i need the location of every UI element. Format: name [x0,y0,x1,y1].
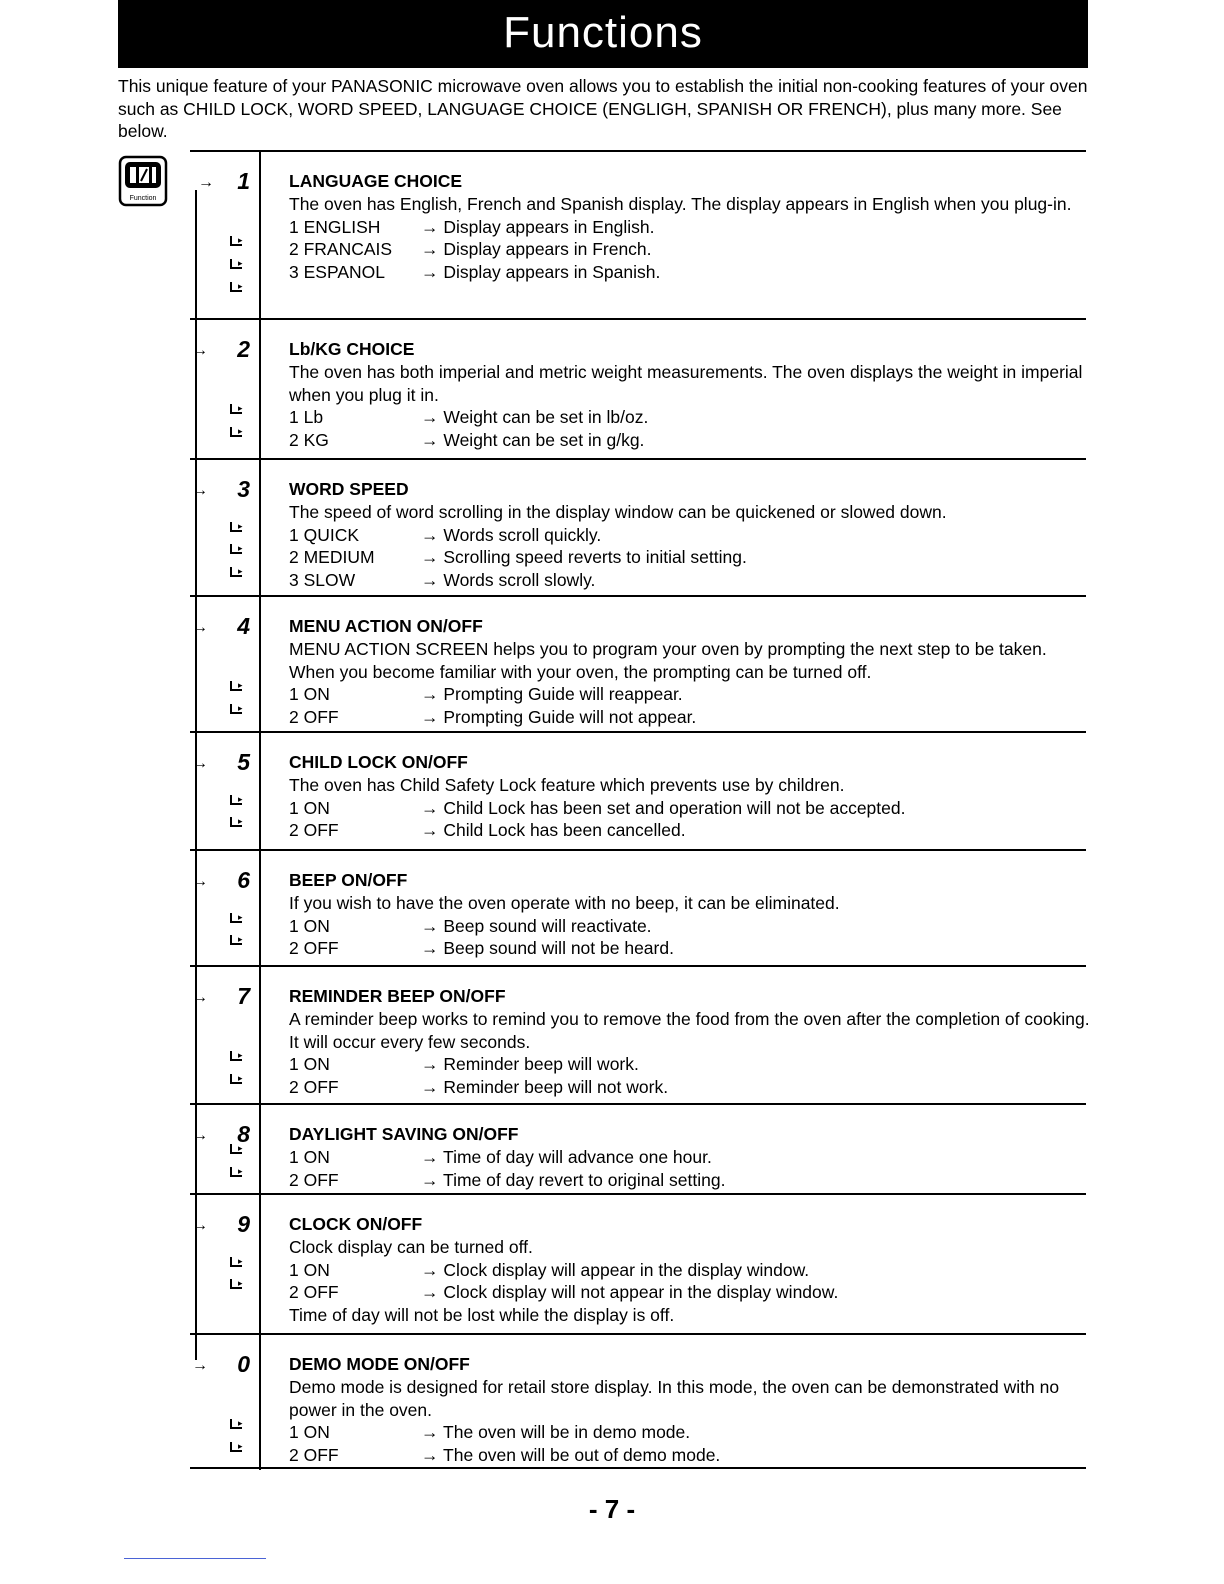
function-description: A reminder beep works to remind you to remove the food from the oven after the completion of cooking. It will occur every few seconds. [289,1008,1090,1052]
option-line [289,261,1094,284]
function-title: MENU ACTION ON/OFF [289,616,483,636]
option-tick-icon [230,259,242,269]
option-tick-icon [230,795,242,805]
option-text: Weight can be set in g/kg. [443,430,645,451]
function-number: 2 [237,336,250,362]
option-line [289,216,1094,239]
option-key: 2 OFF [289,820,339,841]
option-text: The oven will be out of demo mode. [443,1445,721,1466]
option-text: Words scroll quickly. [443,524,602,545]
function-content [289,1353,1094,1467]
option-line [289,406,1094,429]
function-row [190,733,1086,851]
option-key: 2 OFF [289,1445,339,1466]
option-tick-icon [230,1279,242,1289]
option-key: 1 ON [289,1259,330,1280]
option-tick-icon [230,935,242,945]
option-key: 1 ENGLISH [289,216,381,237]
function-row [190,460,1086,597]
option-text: Display appears in English. [443,216,655,237]
option-line [289,937,1094,960]
arrow-right-icon: → [421,570,439,591]
row-separator [190,1467,1086,1469]
arrow-right-icon: → [421,1422,439,1443]
option-line [289,546,1094,569]
option-text: Time of day revert to original setting. [443,1169,726,1190]
arrow-right-icon: → [421,1077,439,1098]
option-tick-icon [230,567,242,577]
function-content [289,1123,1094,1191]
function-title: WORD SPEED [289,479,409,499]
option-tick-icon [230,913,242,923]
arrow-right-icon: → [421,524,439,545]
function-content [289,869,1094,960]
arrow-right-icon: → [198,174,214,191]
option-tick-icon [230,1442,242,1452]
arrow-right-icon: → [421,938,439,959]
option-key: 2 KG [289,430,329,451]
arrow-right-icon: → [421,1054,439,1075]
function-title: LANGUAGE CHOICE [289,171,463,191]
arrow-right-icon: → [421,547,439,568]
function-content [289,615,1094,729]
function-title: REMINDER BEEP ON/OFF [289,986,506,1006]
arrow-right-icon: → [421,216,439,237]
function-row [190,851,1086,967]
function-title: CHILD LOCK ON/OFF [289,752,468,772]
function-row [190,320,1086,460]
option-tick-icon [230,427,242,437]
option-tick-icon [230,522,242,532]
option-line [289,238,1094,261]
arrow-right-icon: → [421,262,439,283]
option-key: 2 MEDIUM [289,547,375,568]
arrow-right-icon: → [421,239,439,260]
option-line [289,1076,1094,1099]
arrow-right-icon: → [421,797,439,818]
option-text: The oven will be in demo mode. [443,1422,691,1443]
option-text: Weight can be set in lb/oz. [443,407,649,428]
option-key: 1 ON [289,1146,330,1167]
function-row [190,597,1086,733]
option-line [289,683,1094,706]
option-text: Clock display will not appear in the display window. [443,1282,839,1303]
option-text: Clock display will appear in the display window. [443,1259,810,1280]
function-description: Demo mode is designed for retail store display. In this mode, the oven can be demonstrated with no power in the oven. [289,1376,1060,1420]
function-title: CLOCK ON/OFF [289,1214,423,1234]
option-text: Words scroll slowly. [443,570,596,591]
option-line [289,1259,1094,1282]
option-key: 1 ON [289,1422,330,1443]
option-key: 2 OFF [289,1169,339,1190]
option-line [289,819,1094,842]
function-number: 6 [237,867,250,893]
footer-rule [124,1558,266,1559]
function-row [190,1335,1086,1469]
function-number: 3 [237,476,250,502]
option-text: Time of day will advance one hour. [443,1146,712,1167]
function-number: 1 [237,168,250,194]
function-description: MENU ACTION SCREEN helps you to program your oven by prompting the next step to be taken. When you become familiar with your oven, the prompting can be turned off. [289,638,1047,682]
function-number: 0 [237,1351,250,1377]
option-key: 2 OFF [289,1077,339,1098]
option-key: 1 ON [289,1054,330,1075]
option-text: Beep sound will not be heard. [443,938,674,959]
function-content [289,338,1094,452]
option-tick-icon [230,1167,242,1177]
function-number: 4 [237,613,250,639]
option-text: Beep sound will reactivate. [443,915,652,936]
option-line [289,1053,1094,1076]
function-description: Clock display can be turned off. [289,1236,533,1257]
function-content [289,170,1094,284]
option-key: 1 ON [289,797,330,818]
option-tick-icon [230,817,242,827]
option-line [289,569,1094,592]
arrow-right-icon: → [421,915,439,936]
option-tick-icon [230,236,242,246]
function-number: 5 [237,749,250,775]
option-tick-icon [230,1144,242,1154]
function-row [190,1195,1086,1335]
function-description: If you wish to have the oven operate with no beep, it can be eliminated. [289,892,840,913]
option-line [289,797,1094,820]
arrow-right-icon: → [192,342,208,359]
function-content [289,751,1094,842]
option-key: 2 OFF [289,707,339,728]
option-text: Prompting Guide will reappear. [443,684,683,705]
option-line [289,1146,1094,1169]
option-key: 2 OFF [289,1282,339,1303]
option-tick-icon [230,1257,242,1267]
function-title: DEMO MODE ON/OFF [289,1354,470,1374]
option-line [289,524,1094,547]
option-tick-icon [230,681,242,691]
option-tick-icon [230,544,242,554]
option-key: 3 SLOW [289,570,356,591]
function-number: 8 [237,1121,250,1147]
option-line [289,1281,1094,1304]
option-tick-icon [230,1051,242,1061]
option-tick-icon [230,1419,242,1429]
function-description: The oven has both imperial and metric weight measurements. The oven displays the weight in imperial when you plug it in. [289,361,1083,405]
arrow-right-icon: → [421,820,439,841]
option-tick-icon [230,282,242,292]
function-content [289,478,1094,592]
arrow-right-icon: → [421,684,439,705]
icon-label: Function [129,195,157,202]
function-description: The oven has Child Safety Lock feature which prevents use by children. [289,774,845,795]
option-line [289,706,1094,729]
option-text: Reminder beep will not work. [443,1077,669,1098]
option-text: Child Lock has been cancelled. [443,820,686,841]
function-title: Lb/KG CHOICE [289,339,415,359]
function-note: Time of day will not be lost while the display is off. [289,1305,675,1326]
option-line [289,1169,1094,1192]
timer-function-icon [118,155,168,207]
option-text: Child Lock has been set and operation will not be accepted. [443,797,906,818]
arrow-right-icon: → [421,1282,439,1303]
page-title: Functions [503,8,703,57]
option-tick-icon [230,404,242,414]
function-title: DAYLIGHT SAVING ON/OFF [289,1124,519,1144]
arrow-right-icon: → [421,1259,439,1280]
option-key: 1 QUICK [289,524,360,545]
option-text: Display appears in Spanish. [443,262,661,283]
arrow-right-icon: → [192,482,208,499]
arrow-right-icon: → [192,873,208,890]
option-text: Reminder beep will work. [443,1054,639,1075]
function-description: The oven has English, French and Spanish display. The display appears in English when you plug-in. [289,193,1072,214]
option-tick-icon [230,1074,242,1084]
function-content [289,985,1094,1099]
option-line [289,429,1094,452]
arrow-right-icon: → [421,1146,439,1167]
function-number: 9 [237,1211,250,1237]
arrow-right-icon: → [421,407,439,428]
function-row [190,1105,1086,1195]
option-tick-icon [230,704,242,714]
option-text: Scrolling speed reverts to initial setting. [443,547,747,568]
option-key: 1 Lb [289,407,324,428]
arrow-right-icon: → [192,1217,208,1234]
option-text: Prompting Guide will not appear. [443,707,697,728]
page-title-banner [118,0,1088,68]
option-key: 1 ON [289,915,330,936]
option-key: 3 ESPANOL [289,262,385,283]
option-key: 1 ON [289,684,330,705]
function-title: BEEP ON/OFF [289,870,408,890]
function-row [190,967,1090,1105]
arrow-right-icon: → [421,430,439,451]
page-number: - 7 - [588,1494,636,1524]
option-line [289,1444,1094,1467]
option-line [289,1421,1094,1444]
arrow-right-icon: → [421,707,439,728]
function-description: The speed of word scrolling in the display window can be quickened or slowed down. [289,501,947,522]
option-text: Display appears in French. [443,239,652,260]
option-key: 2 OFF [289,938,339,959]
intro-paragraph: This unique feature of your PANASONIC microwave oven allows you to establish the initial non-cooking features of your oven such as CHILD LOCK, WORD SPEED, LANGUAGE CHOICE (ENGLIGH, SPANISH OR FRENCH), plus many more. See below. [118,76,1088,141]
option-key: 2 FRANCAIS [289,239,393,260]
option-line [289,915,1094,938]
arrow-right-icon: → [192,619,208,636]
function-row [190,152,1086,320]
arrow-right-icon: → [421,1445,439,1466]
arrow-right-icon: → [192,1357,208,1374]
arrow-right-icon: → [421,1169,439,1190]
function-number: 7 [237,983,250,1009]
arrow-right-icon: → [192,755,208,772]
function-content [289,1213,1094,1327]
arrow-right-icon: → [192,989,208,1006]
arrow-right-icon: → [192,1127,208,1144]
